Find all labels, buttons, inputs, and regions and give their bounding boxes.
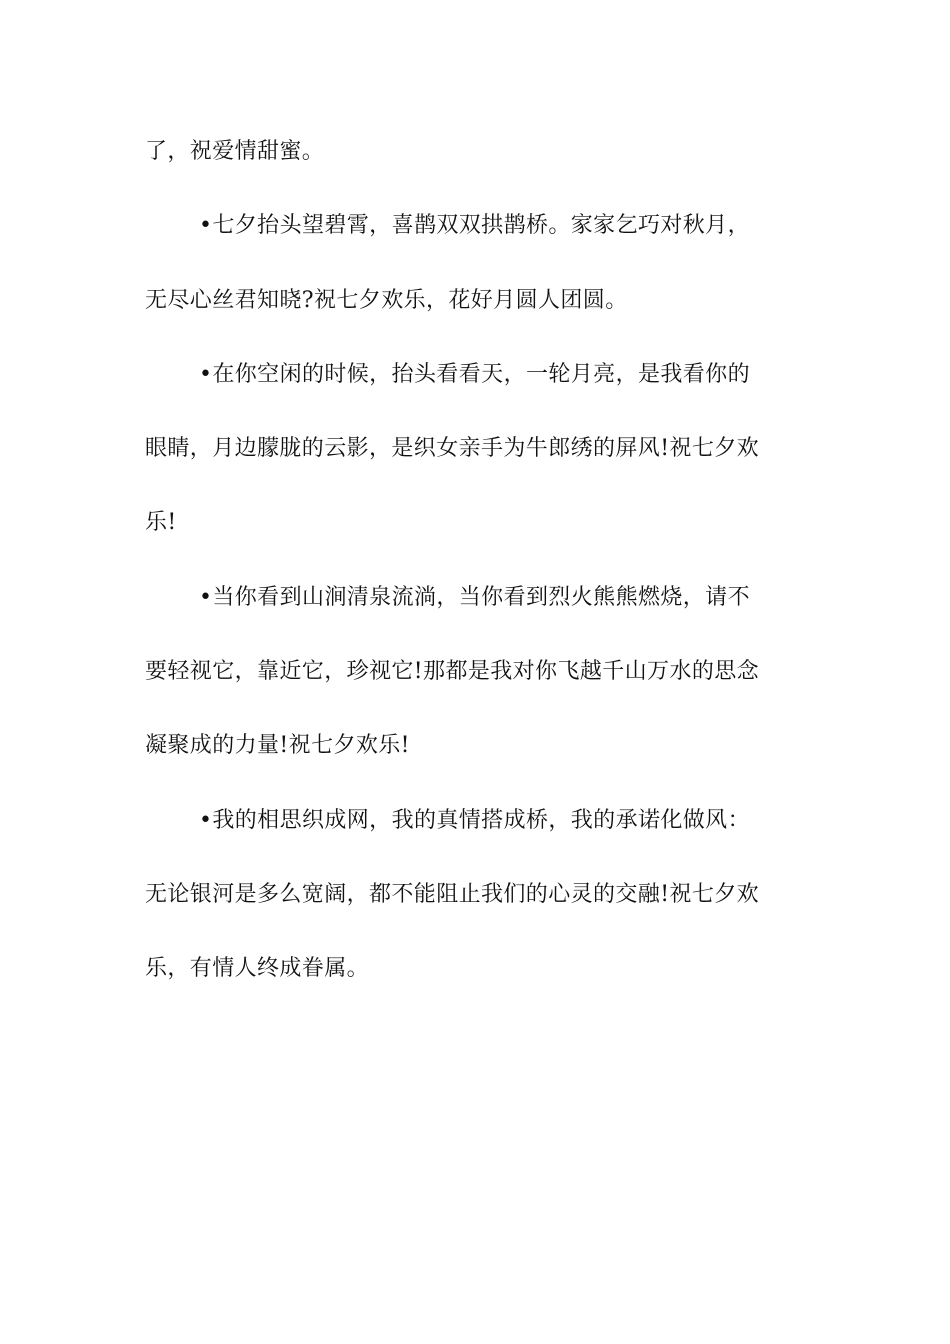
text-line-10: •我的相思织成网，我的真情搭成桥，我的承诺化做风：: [199, 807, 750, 833]
text-line-1: 了，祝爱情甜蜜。: [145, 139, 325, 164]
text-line-2: •七夕抬头望碧霄，喜鹊双双拱鹊桥。家家乞巧对秋月，: [199, 213, 750, 239]
text-line-11: 无论银河是多么宽阔，都不能阻止我们的心灵的交融!祝七夕欢: [145, 881, 760, 907]
text-line-12: 乐，有情人终成眷属。: [145, 956, 370, 982]
text-line-7: •当你看到山涧清泉流淌，当你看到烈火熊熊燃烧，请不: [199, 584, 750, 610]
text-line-6: 乐!: [145, 510, 177, 536]
text-line-9: 凝聚成的力量!祝七夕欢乐!: [145, 733, 410, 759]
text-line-5: 眼睛，月边朦胧的云影，是织女亲手为牛郎绣的屏风!祝七夕欢: [145, 436, 760, 462]
text-line-3: 无尽心丝君知晓?祝七夕欢乐，花好月圆人团圆。: [145, 287, 628, 313]
text-line-4: •在你空闲的时候，抬头看看天，一轮月亮，是我看你的: [199, 361, 750, 387]
document-body: [145, 128, 810, 1020]
text-line-8: 要轻视它，靠近它，珍视它!那都是我对你飞越千山万水的思念: [145, 659, 760, 685]
